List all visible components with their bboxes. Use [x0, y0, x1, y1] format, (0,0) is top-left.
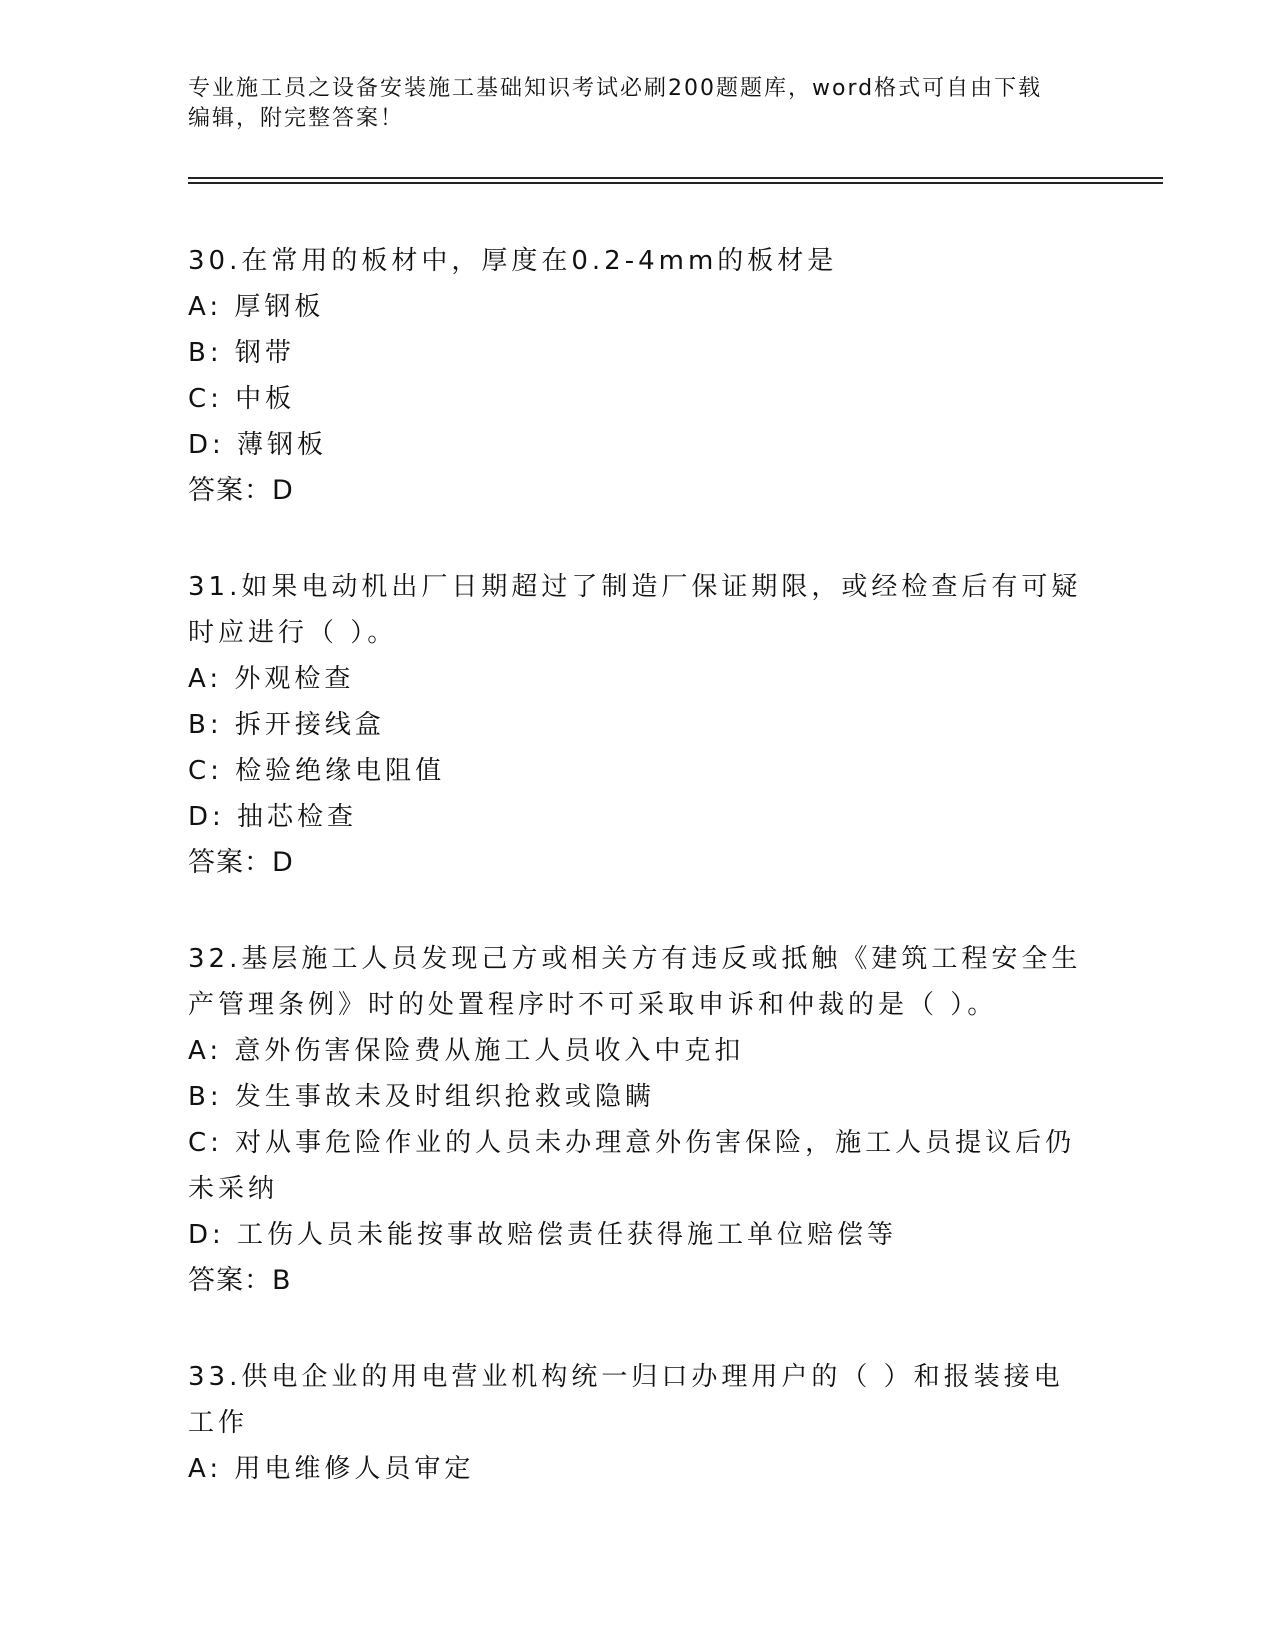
- question-option-a: A: 用电维修人员审定: [188, 1454, 475, 1484]
- question-answer: 答案：D: [188, 475, 294, 506]
- question-option-d: D: 抽芯检查: [188, 802, 358, 832]
- question-stem: 31.如果电动机出厂日期超过了制造厂保证期限，或经检查后有可疑时应进行（ ）。: [188, 572, 1082, 648]
- question-stem: 30.在常用的板材中，厚度在0.2-4mm的板材是: [188, 246, 838, 276]
- question-answer: 答案：B: [188, 1265, 292, 1296]
- question-answer: 答案：D: [188, 847, 294, 878]
- question-option-b: B: 发生事故未及时组织抢救或隐瞒: [188, 1082, 655, 1112]
- document-header: [188, 74, 1088, 134]
- question-option-a: A: 外观检查: [188, 664, 355, 694]
- question-stem: 33.供电企业的用电营业机构统一归口办理用户的（ ）和报装接电工作: [188, 1362, 1064, 1438]
- header-line-2: 编辑，附完整答案！: [188, 106, 405, 131]
- question-option-c: C: 对从事危险作业的人员未办理意外伤害保险，施工人员提议后仍未采纳: [188, 1128, 1076, 1204]
- question-option-c: C: 检验绝缘电阻值: [188, 756, 446, 786]
- header-line-1: 专业施工员之设备安装施工基础知识考试必刷200题题库，word格式可自由下载: [188, 76, 1043, 101]
- question-option-d: D: 薄钢板: [188, 430, 328, 460]
- question-option-b: B: 钢带: [188, 338, 295, 368]
- question-option-a: A: 厚钢板: [188, 292, 325, 322]
- question-item: [188, 936, 1088, 1304]
- question-item: [188, 564, 1088, 886]
- question-list: [188, 238, 1088, 1542]
- question-option-d: D: 工伤人员未能按事故赔偿责任获得施工单位赔偿等: [188, 1220, 898, 1250]
- question-item: [188, 238, 1088, 514]
- question-stem: 32.基层施工人员发现己方或相关方有违反或抵触《建筑工程安全生产管理条例》时的处置程序时不可采取申诉和仲裁的是（ ）。: [188, 944, 1082, 1020]
- question-option-c: C: 中板: [188, 384, 296, 414]
- question-option-a: A: 意外伤害保险费从施工人员收入中克扣: [188, 1036, 745, 1066]
- header-divider-bottom: [188, 182, 1163, 184]
- header-divider-top: [188, 177, 1163, 179]
- question-item: [188, 1354, 1088, 1492]
- question-option-b: B: 拆开接线盒: [188, 710, 385, 740]
